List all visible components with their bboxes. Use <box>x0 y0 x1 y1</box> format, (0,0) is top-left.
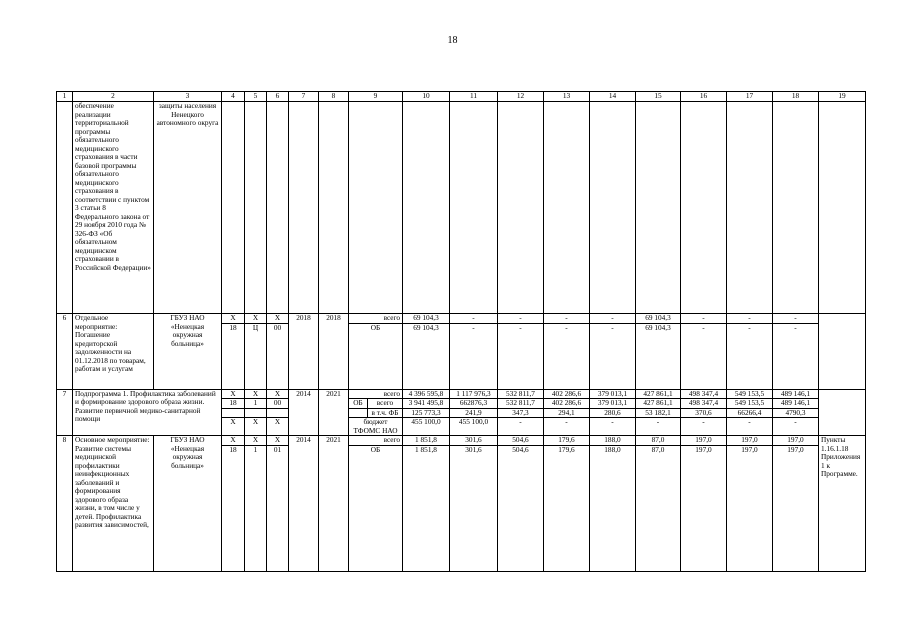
col-header: 5 <box>245 92 267 102</box>
cell-source: всего <box>349 314 403 324</box>
cell-value: 498 347,4 <box>681 399 727 409</box>
col-header: 4 <box>222 92 245 102</box>
col-header: 6 <box>267 92 289 102</box>
col-header: 8 <box>319 92 349 102</box>
cell-value: - <box>544 323 590 389</box>
cell-value: 455 100,0 <box>403 418 450 436</box>
cell-subprogram: Подпрограмма 1. Профилактика заболеваний и формирование здорового образа жизни. Развитие первичной медико-санитарной помощи <box>73 389 222 436</box>
cell-value: 1 117 976,3 <box>450 389 498 399</box>
cell-code: 18 <box>222 399 245 409</box>
cell-source: ОБ <box>349 445 403 571</box>
cell-value: 53 182,1 <box>636 408 681 418</box>
col-header: 3 <box>154 92 222 102</box>
cell-value: 294,1 <box>544 408 590 418</box>
cell-value: 1 851,8 <box>403 436 450 446</box>
cell-value: 532 811,7 <box>498 399 544 409</box>
cell-value: 498 347,4 <box>681 389 727 399</box>
cell-value: 197,0 <box>727 436 773 446</box>
cell-value: 197,0 <box>681 436 727 446</box>
cell-value: 427 861,1 <box>636 389 681 399</box>
cell-value: - <box>681 323 727 389</box>
cell-code: 18 <box>222 445 245 571</box>
table-row <box>57 102 866 314</box>
cell-value: 455 100,0 <box>450 418 498 436</box>
cell-value: 532 811,7 <box>498 389 544 399</box>
cell-value: 549 153,5 <box>727 399 773 409</box>
cell-source: в т.ч. ФБ <box>371 408 399 417</box>
cell-value: 427 861,1 <box>636 399 681 409</box>
cell-code: Х <box>245 389 267 399</box>
cell-code: Х <box>267 314 289 324</box>
cell-source-split <box>349 408 403 418</box>
cell-value: 69 104,3 <box>636 323 681 389</box>
cell-year-start: 2014 <box>289 389 319 436</box>
cell-value: 197,0 <box>727 445 773 571</box>
cell-value: 280,6 <box>590 408 636 418</box>
cell-year-start: 2014 <box>289 436 319 572</box>
cell-code: Х <box>267 389 289 399</box>
col-header: 11 <box>450 92 498 102</box>
cell-value: - <box>498 418 544 436</box>
cell-code: Х <box>245 314 267 324</box>
cell-value: - <box>544 314 590 324</box>
cell-row-number: 6 <box>57 314 73 390</box>
cell-value: - <box>727 314 773 324</box>
cell-executor: ГБУЗ НАО «Ненецкая окружная больница» <box>154 436 222 572</box>
cell-code: Х <box>222 389 245 399</box>
cell-value: 1 851,8 <box>403 445 450 571</box>
cell-value: - <box>498 314 544 324</box>
cell-value: 379 013,1 <box>590 399 636 409</box>
cell-description: Основное мероприятие: Развитие системы медицинской профилактики неинфекционных заболеваний и формирования здорового образа жизни, в том числе у детей. Профилактика развития зависимостей, <box>73 436 154 572</box>
cell-source: ОБ <box>349 323 403 389</box>
cell-value: - <box>544 418 590 436</box>
cell-code: 00 <box>267 399 289 409</box>
col-header: 9 <box>349 92 403 102</box>
cell-value: - <box>590 314 636 324</box>
cell-value: - <box>450 323 498 389</box>
cell-executor: ГБУЗ НАО «Ненецкая окружная больница» <box>154 314 222 390</box>
table-row <box>57 389 866 399</box>
cell-executor: защиты населения Ненецкого автономного округа <box>154 102 222 314</box>
cell-row-number: 8 <box>57 436 73 572</box>
cell-year-end: 2018 <box>319 314 349 390</box>
col-header: 1 <box>57 92 73 102</box>
cell-value: - <box>681 314 727 324</box>
col-header: 12 <box>498 92 544 102</box>
cell-value: 188,0 <box>590 445 636 571</box>
cell-value: - <box>727 418 773 436</box>
cell-value: - <box>590 418 636 436</box>
cell-value: 69 104,3 <box>403 323 450 389</box>
cell-value: 402 286,6 <box>544 389 590 399</box>
col-header: 2 <box>73 92 154 102</box>
cell-source-split <box>349 399 403 409</box>
cell-code: Х <box>222 418 245 436</box>
cell-value: - <box>773 323 819 389</box>
cell-code: Х <box>267 436 289 446</box>
cell-code: Ц <box>245 323 267 389</box>
column-number-row <box>57 92 866 102</box>
col-header: 17 <box>727 92 773 102</box>
cell-note: Пункты 1.16.1.18 Приложения 1 к Программе. <box>819 436 866 572</box>
cell-code: 1 <box>245 399 267 409</box>
cell-value: 4790,3 <box>773 408 819 418</box>
cell-code: 1 <box>245 445 267 571</box>
cell-code: Х <box>222 314 245 324</box>
cell-value: 301,6 <box>450 436 498 446</box>
cell-value: 87,0 <box>636 445 681 571</box>
cell-value: 241,9 <box>450 408 498 418</box>
cell-code: 00 <box>267 323 289 389</box>
cell-code: 18 <box>222 323 245 389</box>
cell-value: 662876,3 <box>450 399 498 409</box>
cell-value: 179,6 <box>544 445 590 571</box>
cell-value: - <box>727 323 773 389</box>
cell-description: Отдельное мероприятие: Погашение кредиторской задолженности на 01.12.2018 по товарам, работам и услугам <box>73 314 154 390</box>
cell-value: - <box>450 314 498 324</box>
cell-value: - <box>498 323 544 389</box>
cell-value: 179,6 <box>544 436 590 446</box>
cell-value: 197,0 <box>773 436 819 446</box>
cell-value: 87,0 <box>636 436 681 446</box>
cell-value: 379 013,1 <box>590 389 636 399</box>
cell-year-start: 2018 <box>289 314 319 390</box>
cell-value: 402 286,6 <box>544 399 590 409</box>
cell-value: 4 396 595,8 <box>403 389 450 399</box>
cell-value: 3 941 495,8 <box>403 399 450 409</box>
cell-value: 197,0 <box>773 445 819 571</box>
cell-code: 01 <box>267 445 289 571</box>
cell-value: - <box>773 418 819 436</box>
cell-code: Х <box>245 418 267 436</box>
cell-value: 504,6 <box>498 445 544 571</box>
cell-value: 125 773,3 <box>403 408 450 418</box>
cell-year-end: 2021 <box>319 389 349 436</box>
cell-source: всего <box>349 389 403 399</box>
cell-value: - <box>681 418 727 436</box>
col-header: 15 <box>636 92 681 102</box>
cell-code: Х <box>245 436 267 446</box>
col-header: 16 <box>681 92 727 102</box>
cell-value: 69 104,3 <box>636 314 681 324</box>
cell-value: - <box>636 418 681 436</box>
cell-description: обеспечение реализации территориальной программы обязательного медицинского страхования в части базовой программы обязательного медицинского страхования в соответствии с пунктом 3 статьи 8 Федерального закона от 29 ноября 2010 года № 326-ФЗ «Об обязательном медицинском страховании в Российской Федерации» <box>73 102 154 314</box>
cell-value: 188,0 <box>590 436 636 446</box>
cell-value: 549 153,5 <box>727 389 773 399</box>
col-header: 10 <box>403 92 450 102</box>
cell-value: 489 146,1 <box>773 389 819 399</box>
cell-value: 66266,4 <box>727 408 773 418</box>
cell-value: - <box>773 314 819 324</box>
cell-value: - <box>590 323 636 389</box>
cell-source: всего <box>349 436 403 446</box>
cell-value: 347,3 <box>498 408 544 418</box>
program-table <box>56 91 866 572</box>
cell-code: Х <box>267 418 289 436</box>
page-number: 18 <box>447 35 458 46</box>
cell-source: бюджет ТФОМС НАО <box>349 418 403 436</box>
cell-source: всего <box>376 398 394 407</box>
cell-value: 197,0 <box>681 445 727 571</box>
cell-value: 370,6 <box>681 408 727 418</box>
col-header: 13 <box>544 92 590 102</box>
col-header: 7 <box>289 92 319 102</box>
ob-label: ОБ <box>349 399 368 408</box>
cell-value: 489 146,1 <box>773 399 819 409</box>
cell-year-end: 2021 <box>319 436 349 572</box>
cell-value: 69 104,3 <box>403 314 450 324</box>
cell-code: Х <box>222 436 245 446</box>
cell-value: 301,6 <box>450 445 498 571</box>
col-header: 18 <box>773 92 819 102</box>
cell-row-number: 7 <box>57 389 73 436</box>
col-header: 14 <box>590 92 636 102</box>
table-row <box>57 436 866 446</box>
cell-value: 504,6 <box>498 436 544 446</box>
col-header: 19 <box>819 92 866 102</box>
table-row <box>57 314 866 324</box>
